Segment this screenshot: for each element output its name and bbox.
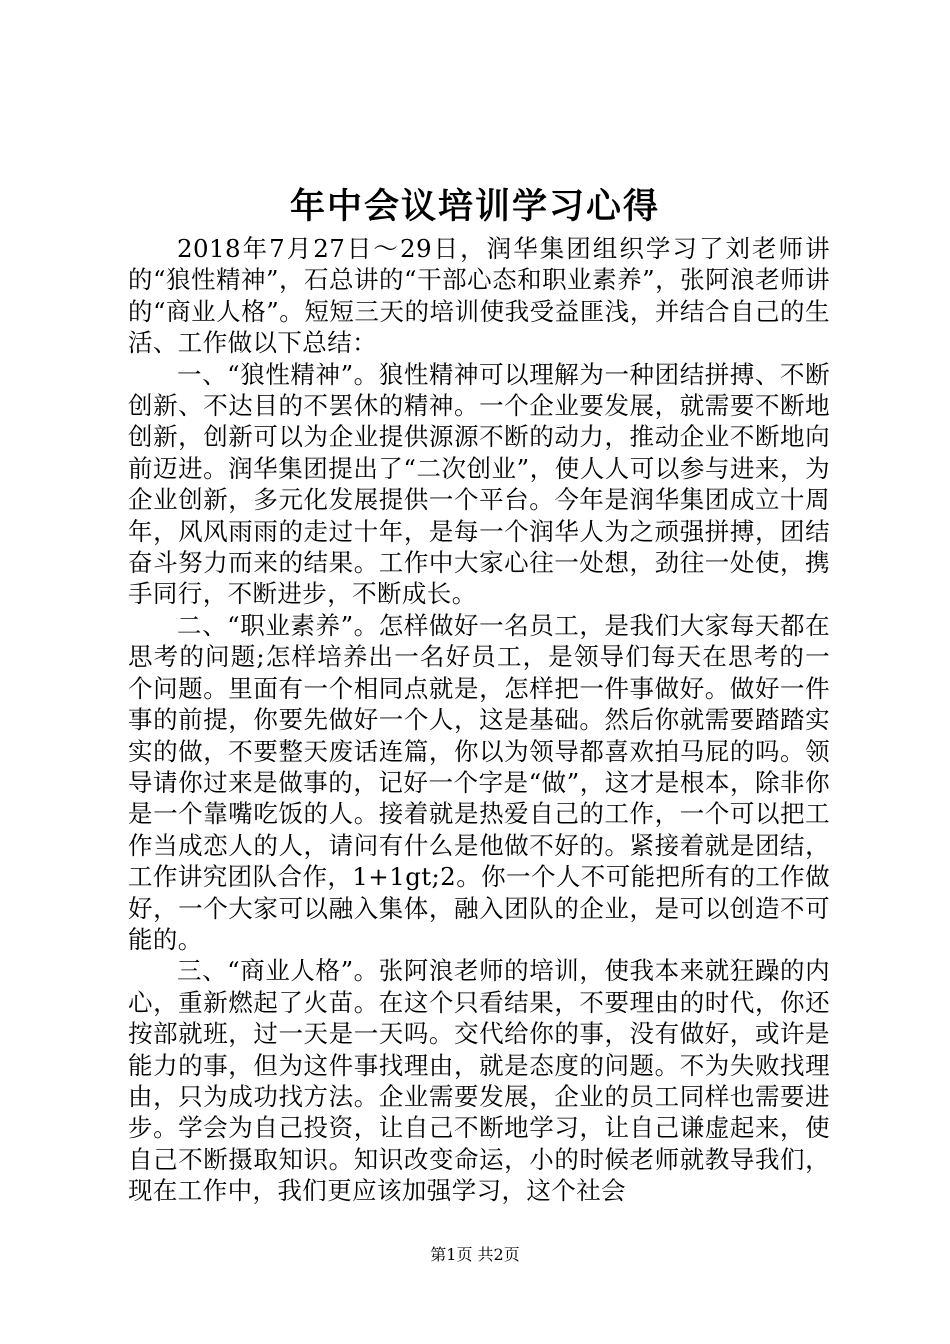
paragraph-wolf-spirit: 一、“狼性精神”。狼性精神可以理解为一种团结拼搏、不断创新、不达目的不罢休的精神。一个企业要发展，就需要不断地创新，创新可以为企业提供源源不断的动力，推动企业不断地向前迈进。润华集团提出了“二次创业”，使人人可以参与进来，为企业创新，多元化发展提供一个平台。今年是润华集团成立十周年，风风雨雨的走过十年，是每一个润华人为之顽强拼搏，团结奋斗努力而来的结果。工作中大家心往一处想，劲往一处使，携手同行，不断进步，不断成长。 <box>128 359 830 609</box>
paragraph-business-personality: 三、“商业人格”。张阿浪老师的培训，使我本来就狂躁的内心，重新燃起了火苗。在这个只看结果，不要理由的时代，你还按部就班，过一天是一天吗。交代给你的事，没有做好，或许是能力的事，但为这件事找理由，就是态度的问题。不为失败找理由，只为成功找方法。企业需要发展，企业的员工同样也需要进步。学会为自己投资，让自己不断地学习，让自己谦虚起来，使自己不断摄取知识。知识改变命运，小的时候老师就教导我们，现在工作中，我们更应该加强学习，这个社会 <box>128 956 830 1206</box>
document-title: 年中会议培训学习心得 <box>289 187 660 227</box>
paragraph-intro: 2018年7月27日～29日，润华集团组织学习了刘老师讲的“狼性精神”，石总讲的“干部心态和职业素养”，张阿浪老师讲的“商业人格”。短短三天的培训使我受益匪浅，并结合自己的生活、工作做以下总结： <box>128 234 830 358</box>
page-number-footer: 第1页 共2页 <box>430 1245 520 1264</box>
paragraph-professional-quality: 二、“职业素养”。怎样做好一名员工，是我们大家每天都在思考的问题;怎样培养出一名好员工，是领导们每天在思考的一个问题。里面有一个相同点就是，怎样把一件事做好。做好一件事的前提，你要先做好一个人，这是基础。然后你就需要踏踏实实的做，不要整天废话连篇，你以为领导都喜欢拍马屁的吗。领导请你过来是做事的，记好一个字是“做”，这才是根本，除非你是一个靠嘴吃饭的人。接着就是热爱自己的工作，一个可以把工作当成恋人的人，请问有什么是他做不好的。紧接着就是团结，工作讲究团队合作，1+1gt;2。你一个人不可能把所有的工作做好，一个大家可以融入集体，融入团队的企业，是可以创造不可能的。 <box>128 610 830 954</box>
document-body <box>128 233 830 1207</box>
